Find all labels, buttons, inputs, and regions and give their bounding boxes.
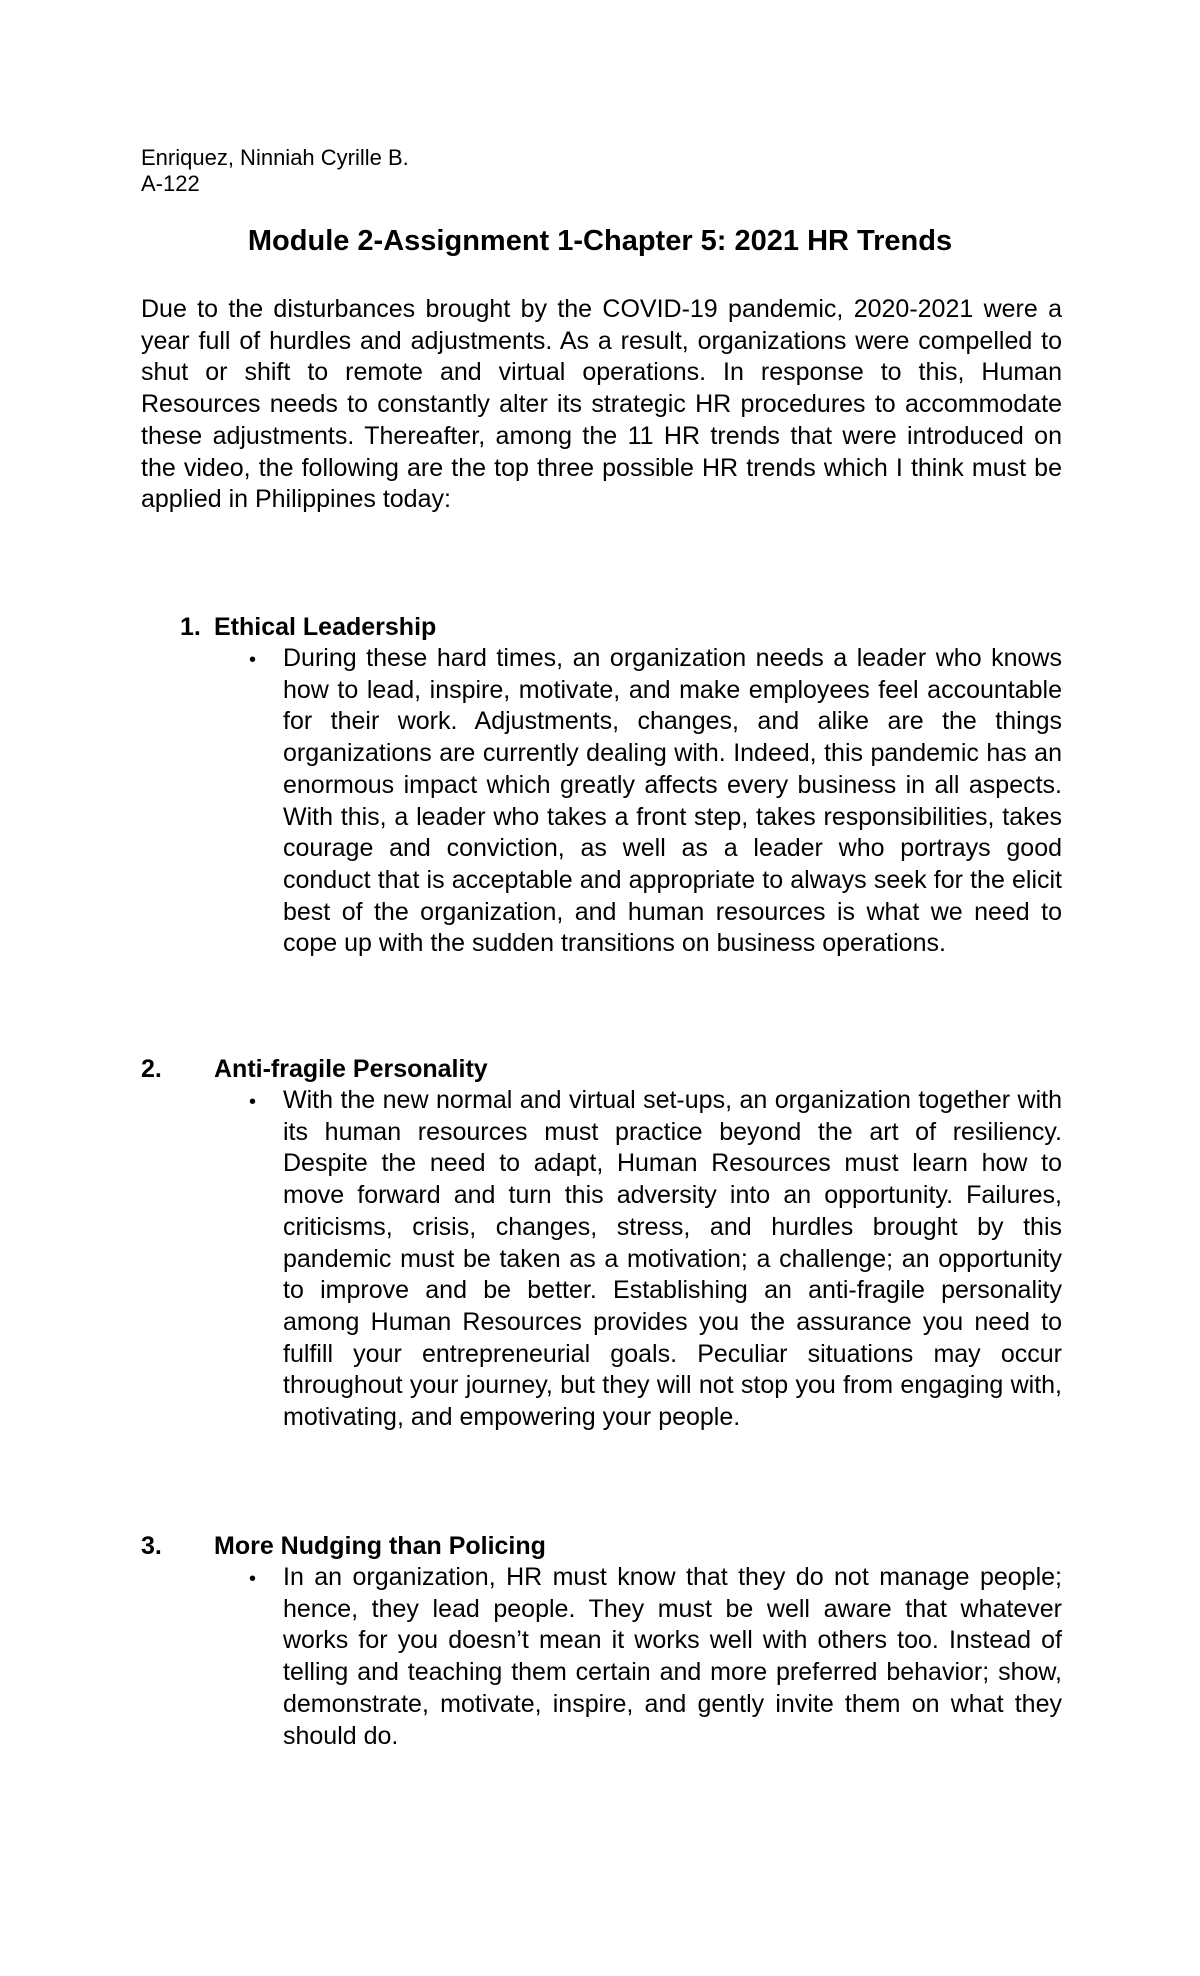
trend-heading: More Nudging than Policing (214, 1532, 546, 1560)
class-section: A-122 (141, 171, 200, 196)
trend-description: With the new normal and virtual set-ups, an organization together with its human resources must practice beyond the art of resiliency. Despite the need to adapt, Human Resources must learn how to move forward and turn this adversity into an opportunity. Failures, criticisms, crisis, changes, stress, and hurdles brought by this pandemic must be taken as a motivation; a challenge; an opportunity to improve and be better. Establishing an anti-fragile personality among Human Resources provides you the assurance you need to fulfill your entrepreneurial goals. Peculiar situations may occur throughout your journey, but they will not stop you from engaging with, motivating, and empowering your people. (283, 1086, 1062, 1432)
trend-number: 3. (141, 1532, 162, 1560)
bullet-icon: • (249, 1091, 257, 1113)
intro-paragraph: Due to the disturbances brought by the COVID-19 pandemic, 2020-2021 were a year full of hurdles and adjustments. As a result, organizations were compelled to shut or shift to remote and virtual operations. In response to this, Human Resources needs to constantly alter its strategic HR procedures to accommodate these adjustments. Thereafter, among the 11 HR trends that were introduced on the video, the following are the top three possible HR trends which I think must be applied in Philippines today: (141, 295, 1062, 514)
author-block (141, 145, 409, 197)
bullet-icon: • (249, 649, 257, 671)
trend-number: 1. (180, 613, 201, 641)
bullet-icon: • (249, 1568, 257, 1590)
author-name: Enriquez, Ninniah Cyrille B. (141, 145, 409, 170)
trend-heading: Anti-fragile Personality (214, 1055, 488, 1083)
trend-description: In an organization, HR must know that they do not manage people; hence, they lead people. They must be well aware that whatever works for you doesn’t mean it works well with others too. Instead of telling and teaching them certain and more preferred behavior; show, demonstrate, motivate, inspire, and gently invite them on what they should do. (283, 1563, 1062, 1750)
trend-number: 2. (141, 1055, 162, 1083)
trend-description: During these hard times, an organization needs a leader who knows how to lead, inspire, motivate, and make employees feel accountable for their work. Adjustments, changes, and alike are the things organizations are currently dealing with. Indeed, this pandemic has an enormous impact which greatly affects every business in all aspects. With this, a leader who takes a front step, takes responsibilities, takes courage and conviction, as well as a leader who portrays good conduct that is acceptable and appropriate to always seek for the elicit best of the organization, and human resources is what we need to cope up with the sudden transitions on business operations. (283, 644, 1062, 958)
document-title: Module 2-Assignment 1-Chapter 5: 2021 HR Trends (247, 225, 953, 257)
trend-heading: Ethical Leadership (214, 613, 437, 641)
